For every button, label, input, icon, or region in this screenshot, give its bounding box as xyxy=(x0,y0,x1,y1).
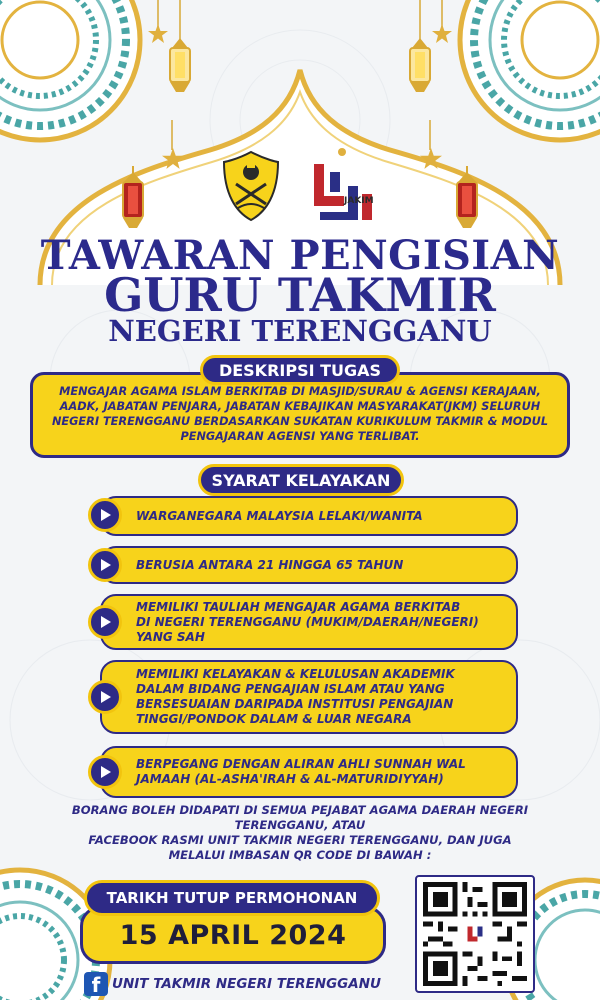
facebook-link[interactable] xyxy=(84,972,381,996)
requirement-text: DALAM BIDANG PENGAJIAN ISLAM ATAU YANG xyxy=(136,682,445,696)
note-line: TERENGGANU, ATAU xyxy=(234,818,366,832)
lantern-icon xyxy=(452,166,482,230)
terengganu-crest-icon xyxy=(220,150,282,222)
requirement-item xyxy=(100,660,518,734)
requirement-text: BERUSIA ANTARA 21 HINGGA 65 TAHUN xyxy=(136,557,404,572)
requirement-text: DI NEGERI TERENGGANU (MUKIM/DAERAH/NEGERI) xyxy=(136,614,479,629)
lantern-icon xyxy=(404,38,436,94)
requirement-text: TINGGI/PONDOK DALAM & LUAR NEGARA xyxy=(136,712,412,726)
lantern-icon xyxy=(164,38,196,94)
requirement-text: MEMILIKI TAULIAH MENGAJAR AGAMA BERKITAB xyxy=(136,599,461,614)
note-line: MELALUI IMBASAN QR CODE DI BAWAH : xyxy=(168,848,432,862)
title-line-1: TAWARAN PENGISIAN xyxy=(40,232,560,279)
star-icon xyxy=(420,148,442,170)
qr-code-frame xyxy=(415,875,535,993)
play-icon xyxy=(88,605,122,639)
note-line: FACEBOOK RASMI UNIT TAKMIR NEGERI TERENGGANU, DAN JUGA xyxy=(88,833,512,847)
requirement-item xyxy=(100,594,518,650)
jakim-logo-icon xyxy=(300,146,384,226)
facebook-icon: f xyxy=(84,972,108,996)
closing-date: 15 APRIL 2024 xyxy=(80,906,386,964)
play-icon xyxy=(88,498,122,532)
play-icon xyxy=(88,755,122,789)
requirement-text: YANG SAH xyxy=(136,629,205,644)
requirement-text: BERPEGANG DENGAN ALIRAN AHLI SUNNAH WAL xyxy=(136,757,466,771)
facebook-page-name: UNIT TAKMIR NEGERI TERENGGANU xyxy=(112,976,381,992)
requirement-text: JAMAAH (AL-ASHA'IRAH & AL-MATURIDIYYAH) xyxy=(136,772,444,786)
requirement-item xyxy=(100,546,518,584)
description-line: NEGERI TERENGGANU BERDASARKAN SUKATAN KURIKULUM TAKMIR & MODUL xyxy=(51,415,549,428)
description-line: MENGAJAR AGAMA ISLAM BERKITAB DI MASJID/SURAU & AGENSI KERAJAAN, xyxy=(59,385,541,398)
title-line-3: NEGERI TERENGGANU xyxy=(108,314,492,348)
lantern-icon xyxy=(118,166,148,230)
star-icon xyxy=(148,24,168,44)
star-icon xyxy=(162,148,184,170)
requirement-item xyxy=(100,496,518,536)
play-icon xyxy=(88,680,122,714)
application-form-note xyxy=(20,803,580,863)
description-heading: DESKRIPSI TUGAS xyxy=(200,355,400,385)
page-title: GURU TAKMIR xyxy=(104,268,496,322)
jakim-label: JAKIM xyxy=(344,196,374,206)
description-line: AADK, JABATAN PENJARA, JABATAN KEBAJIKAN MASYARAKAT(JKM) SELURUH xyxy=(59,400,541,413)
requirement-text: BERSESUAIAN DARIPADA INSTITUSI PENGAJIAN xyxy=(136,697,454,711)
note-line: BORANG BOLEH DIDAPATI DI SEMUA PEJABAT AGAMA DAERAH NEGERI xyxy=(71,803,529,817)
description-line: PENGAJARAN AGENSI YANG TERLIBAT. xyxy=(180,430,420,443)
requirement-text: MEMILIKI KELAYAKAN & KELULUSAN AKADEMIK xyxy=(136,667,455,681)
star-icon xyxy=(432,24,452,44)
requirement-item xyxy=(100,746,518,798)
closing-date-heading: TARIKH TUTUP PERMOHONAN xyxy=(84,880,380,916)
requirements-heading: SYARAT KELAYAKAN xyxy=(198,464,404,496)
qr-code-icon[interactable] xyxy=(422,882,528,986)
play-icon xyxy=(88,548,122,582)
requirement-text: WARGANEGARA MALAYSIA LELAKI/WANITA xyxy=(136,508,423,523)
